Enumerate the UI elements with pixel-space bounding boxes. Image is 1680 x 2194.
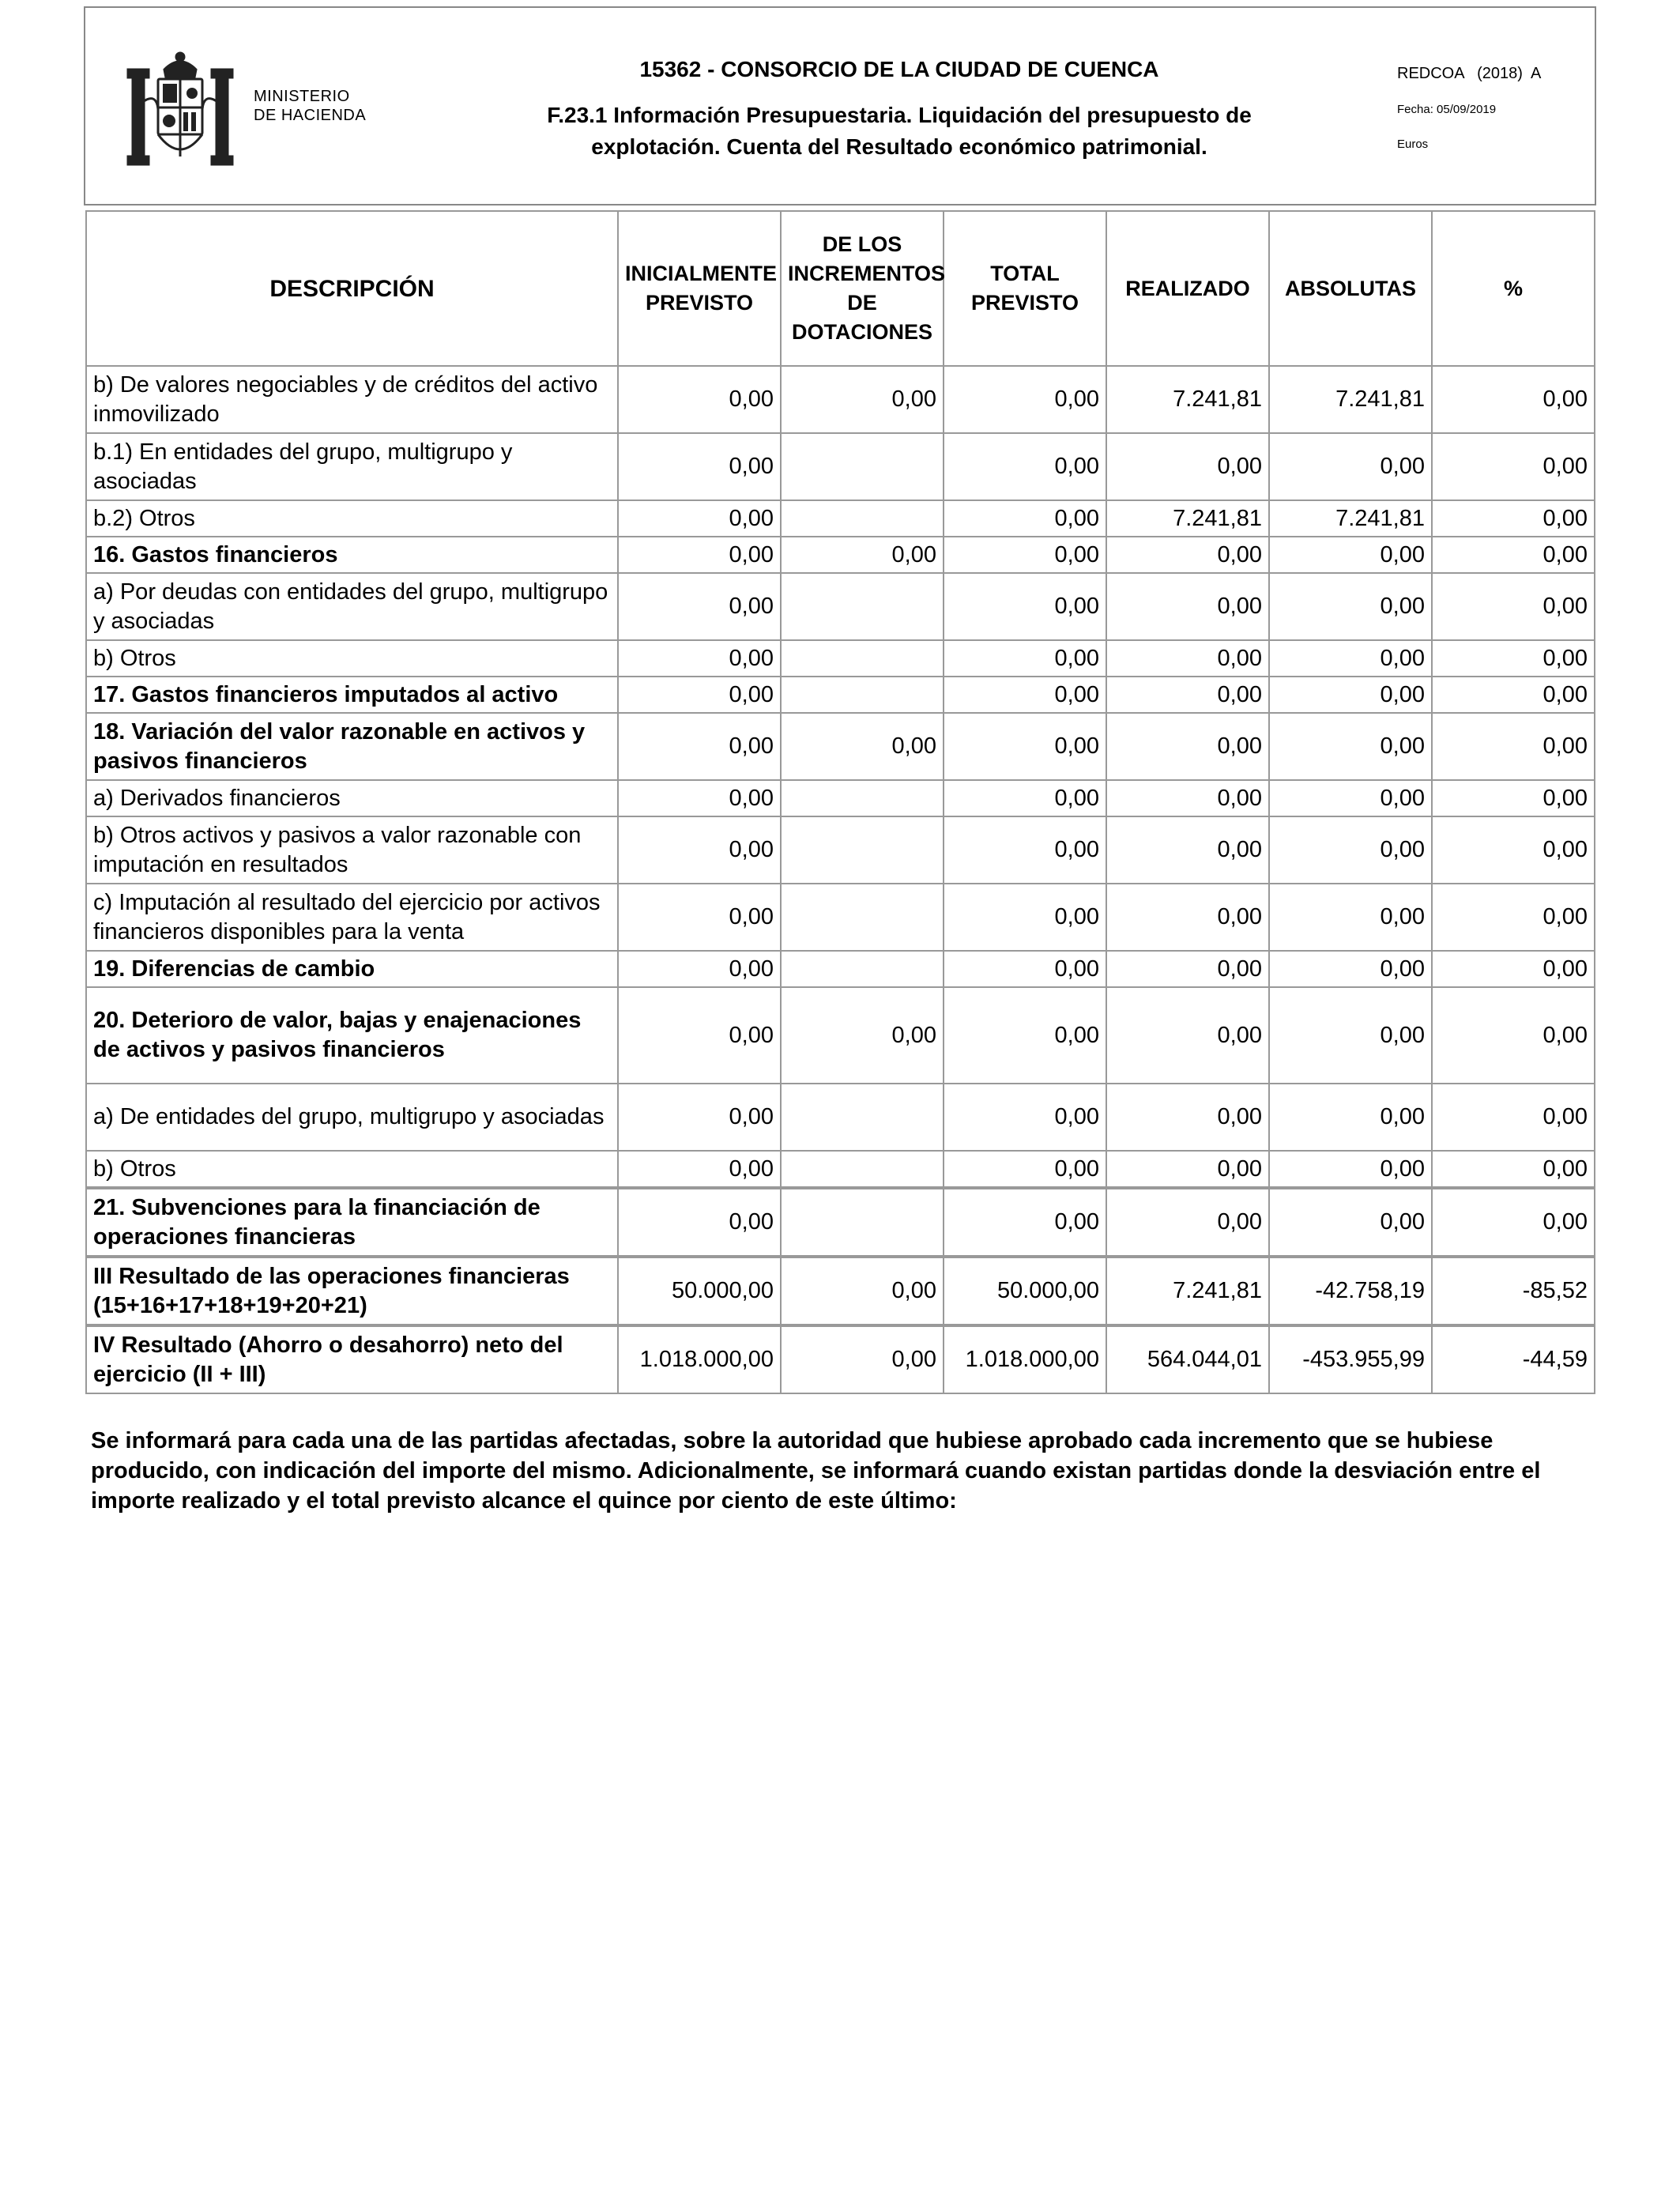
row-label: b.2) Otros bbox=[86, 500, 618, 537]
value-cell: 0,00 bbox=[1432, 951, 1595, 987]
document-header bbox=[84, 6, 1596, 205]
column-header bbox=[86, 211, 618, 366]
value-cell bbox=[781, 500, 944, 537]
value-cell: 0,00 bbox=[618, 366, 781, 433]
column-header-line: INICIALMENTE bbox=[625, 262, 777, 285]
value-cell: 0,00 bbox=[781, 1325, 944, 1393]
value-cell: 0,00 bbox=[1432, 640, 1595, 677]
value-cell: 0,00 bbox=[618, 816, 781, 884]
value-cell: 0,00 bbox=[1432, 780, 1595, 816]
value-cell: 7.241,81 bbox=[1106, 1257, 1269, 1325]
row-label: 21. Subvenciones para la financiación de operaciones financieras bbox=[86, 1188, 618, 1257]
value-cell: 0,00 bbox=[618, 433, 781, 500]
row-label: IV Resultado (Ahorro o desahorro) neto del ejercicio (II + III) bbox=[86, 1325, 618, 1393]
value-cell bbox=[781, 433, 944, 500]
ministry-line-1: MINISTERIO bbox=[254, 88, 350, 105]
value-cell: 0,00 bbox=[618, 537, 781, 573]
currency-label: Euros bbox=[1397, 138, 1429, 151]
value-cell: 0,00 bbox=[1269, 433, 1432, 500]
value-cell: 0,00 bbox=[944, 951, 1106, 987]
value-cell: -44,59 bbox=[1432, 1325, 1595, 1393]
value-cell: 7.241,81 bbox=[1269, 366, 1432, 433]
column-header-line: REALIZADO bbox=[1125, 276, 1250, 300]
value-cell: 0,00 bbox=[944, 780, 1106, 816]
value-cell: 0,00 bbox=[781, 987, 944, 1084]
table-row bbox=[86, 433, 1595, 500]
value-cell: 1.018.000,00 bbox=[618, 1325, 781, 1393]
value-cell: 0,00 bbox=[618, 500, 781, 537]
value-cell bbox=[781, 573, 944, 640]
value-cell: 0,00 bbox=[944, 1151, 1106, 1188]
value-cell: 0,00 bbox=[1106, 1188, 1269, 1257]
value-cell: 0,00 bbox=[944, 366, 1106, 433]
value-cell: 0,00 bbox=[618, 951, 781, 987]
table-row bbox=[86, 500, 1595, 537]
value-cell: 0,00 bbox=[618, 677, 781, 713]
value-cell: 0,00 bbox=[1106, 1151, 1269, 1188]
value-cell: 0,00 bbox=[1269, 573, 1432, 640]
value-cell: 7.241,81 bbox=[1269, 500, 1432, 537]
value-cell: 0,00 bbox=[1106, 537, 1269, 573]
value-cell: 0,00 bbox=[618, 884, 781, 951]
column-header bbox=[781, 211, 944, 366]
table-row bbox=[86, 640, 1595, 677]
value-cell: 0,00 bbox=[1106, 951, 1269, 987]
table-row bbox=[86, 780, 1595, 816]
value-cell: 0,00 bbox=[781, 537, 944, 573]
table-row bbox=[86, 1325, 1595, 1393]
table-row bbox=[86, 713, 1595, 780]
table-row bbox=[86, 366, 1595, 433]
ministry-name bbox=[254, 87, 366, 125]
coat-of-arms-icon bbox=[125, 46, 235, 172]
column-header-line: % bbox=[1503, 276, 1523, 300]
value-cell: 0,00 bbox=[1269, 677, 1432, 713]
value-cell: 1.018.000,00 bbox=[944, 1325, 1106, 1393]
row-label: III Resultado de las operaciones financieras (15+16+17+18+19+20+21) bbox=[86, 1257, 618, 1325]
document-meta bbox=[1397, 65, 1542, 151]
value-cell: 0,00 bbox=[1432, 1188, 1595, 1257]
value-cell: 0,00 bbox=[1269, 1084, 1432, 1151]
value-cell: 50.000,00 bbox=[944, 1257, 1106, 1325]
value-cell: 0,00 bbox=[618, 573, 781, 640]
table-row bbox=[86, 884, 1595, 951]
column-header-line: TOTAL bbox=[990, 262, 1060, 285]
value-cell: 0,00 bbox=[1269, 1188, 1432, 1257]
value-cell: 0,00 bbox=[1432, 1084, 1595, 1151]
value-cell: 0,00 bbox=[618, 987, 781, 1084]
value-cell: 0,00 bbox=[944, 987, 1106, 1084]
value-cell: 0,00 bbox=[1269, 713, 1432, 780]
table-row bbox=[86, 537, 1595, 573]
row-label: b) Otros activos y pasivos a valor razonable con imputación en resultados bbox=[86, 816, 618, 884]
value-cell: 0,00 bbox=[944, 1188, 1106, 1257]
column-header-line: INCREMENTOS bbox=[788, 262, 946, 285]
value-cell: 0,00 bbox=[1269, 987, 1432, 1084]
value-cell: 0,00 bbox=[1269, 537, 1432, 573]
table-row bbox=[86, 677, 1595, 713]
column-header bbox=[618, 211, 781, 366]
value-cell: 0,00 bbox=[1269, 640, 1432, 677]
row-label: 17. Gastos financieros imputados al activo bbox=[86, 677, 618, 713]
value-cell: 0,00 bbox=[944, 640, 1106, 677]
footnote: Se informará para cada una de las partidas afectadas, sobre la autoridad que hubiese aprobado cada incremento que se hubiese producido, con indicación del importe del mismo. Adicionalmente, se informará cuando existan partidas donde la desviación entre el importe realizado y el total previsto alcance el quince por ciento de este último: bbox=[91, 1428, 1541, 1514]
row-label: b) Otros bbox=[86, 640, 618, 677]
value-cell: 0,00 bbox=[944, 1084, 1106, 1151]
value-cell: 0,00 bbox=[944, 500, 1106, 537]
table-row bbox=[86, 573, 1595, 640]
column-header-line: DE LOS bbox=[822, 232, 902, 256]
value-cell: 0,00 bbox=[944, 433, 1106, 500]
report-date: Fecha: 05/09/2019 bbox=[1397, 103, 1497, 116]
value-cell: 7.241,81 bbox=[1106, 366, 1269, 433]
value-cell: 0,00 bbox=[1432, 677, 1595, 713]
value-cell: -453.955,99 bbox=[1269, 1325, 1432, 1393]
value-cell: 0,00 bbox=[1432, 433, 1595, 500]
value-cell: 0,00 bbox=[1432, 987, 1595, 1084]
value-cell: 0,00 bbox=[1106, 1084, 1269, 1151]
value-cell: 0,00 bbox=[1106, 433, 1269, 500]
form-title-line-1: F.23.1 Información Presupuestaria. Liquidación del presupuesto de bbox=[547, 103, 1252, 127]
value-cell bbox=[781, 1151, 944, 1188]
value-cell: 0,00 bbox=[1106, 677, 1269, 713]
value-cell: 0,00 bbox=[1106, 884, 1269, 951]
column-header-line: DOTACIONES bbox=[791, 320, 932, 344]
row-label: b) Otros bbox=[86, 1151, 618, 1188]
value-cell: 0,00 bbox=[1106, 780, 1269, 816]
value-cell: 0,00 bbox=[618, 640, 781, 677]
row-label: a) Derivados financieros bbox=[86, 780, 618, 816]
ministry-line-2: DE HACIENDA bbox=[254, 107, 367, 124]
row-label: b.1) En entidades del grupo, multigrupo y asociadas bbox=[86, 433, 618, 500]
row-label: 16. Gastos financieros bbox=[86, 537, 618, 573]
value-cell bbox=[781, 951, 944, 987]
value-cell bbox=[781, 780, 944, 816]
table-row bbox=[86, 816, 1595, 884]
value-cell: 0,00 bbox=[1432, 366, 1595, 433]
value-cell: 0,00 bbox=[944, 884, 1106, 951]
row-label: 19. Diferencias de cambio bbox=[86, 951, 618, 987]
value-cell bbox=[781, 677, 944, 713]
table-row bbox=[86, 1084, 1595, 1151]
value-cell: 0,00 bbox=[944, 677, 1106, 713]
value-cell: 0,00 bbox=[1269, 1151, 1432, 1188]
value-cell: 0,00 bbox=[1432, 816, 1595, 884]
value-cell bbox=[781, 1188, 944, 1257]
value-cell: 0,00 bbox=[1432, 573, 1595, 640]
report-code: REDCOA (2018) A bbox=[1397, 65, 1542, 82]
value-cell: 0,00 bbox=[1106, 987, 1269, 1084]
value-cell: 0,00 bbox=[618, 780, 781, 816]
value-cell: 0,00 bbox=[1432, 713, 1595, 780]
row-label: b) De valores negociables y de créditos del activo inmovilizado bbox=[86, 366, 618, 433]
value-cell: 0,00 bbox=[618, 1151, 781, 1188]
value-cell: 0,00 bbox=[1432, 1151, 1595, 1188]
value-cell: 7.241,81 bbox=[1106, 500, 1269, 537]
column-header-line: PREVISTO bbox=[970, 291, 1079, 315]
value-cell: -85,52 bbox=[1432, 1257, 1595, 1325]
form-title-line-2: explotación. Cuenta del Resultado económico patrimonial. bbox=[591, 134, 1207, 159]
value-cell: 0,00 bbox=[1106, 640, 1269, 677]
table-body bbox=[86, 366, 1595, 1393]
value-cell: 0,00 bbox=[1269, 816, 1432, 884]
value-cell: 0,00 bbox=[1432, 500, 1595, 537]
value-cell: 0,00 bbox=[1269, 951, 1432, 987]
value-cell: 0,00 bbox=[1106, 816, 1269, 884]
table-row bbox=[86, 951, 1595, 987]
column-header bbox=[944, 211, 1106, 366]
value-cell bbox=[781, 816, 944, 884]
value-cell: 0,00 bbox=[944, 713, 1106, 780]
row-label: a) De entidades del grupo, multigrupo y asociadas bbox=[86, 1084, 618, 1151]
budget-table bbox=[85, 210, 1595, 1394]
table-header-row bbox=[86, 211, 1595, 366]
column-header bbox=[1106, 211, 1269, 366]
value-cell: 564.044,01 bbox=[1106, 1325, 1269, 1393]
value-cell: 0,00 bbox=[781, 1257, 944, 1325]
column-header-line: DESCRIPCIÓN bbox=[269, 275, 435, 302]
table-row bbox=[86, 1151, 1595, 1188]
value-cell: 0,00 bbox=[944, 816, 1106, 884]
value-cell: 0,00 bbox=[944, 537, 1106, 573]
value-cell: 0,00 bbox=[618, 1084, 781, 1151]
row-label: 20. Deterioro de valor, bajas y enajenaciones de activos y pasivos financieros bbox=[86, 987, 618, 1084]
value-cell: 0,00 bbox=[1269, 780, 1432, 816]
column-header-line: ABSOLUTAS bbox=[1285, 276, 1416, 300]
value-cell bbox=[781, 640, 944, 677]
column-header bbox=[1432, 211, 1595, 366]
value-cell: -42.758,19 bbox=[1269, 1257, 1432, 1325]
value-cell: 0,00 bbox=[618, 713, 781, 780]
value-cell: 0,00 bbox=[781, 713, 944, 780]
table-row bbox=[86, 1188, 1595, 1257]
value-cell: 0,00 bbox=[1106, 713, 1269, 780]
value-cell: 0,00 bbox=[618, 1188, 781, 1257]
value-cell bbox=[781, 1084, 944, 1151]
column-header bbox=[1269, 211, 1432, 366]
entity-title: 15362 - CONSORCIO DE LA CIUDAD DE CUENCA bbox=[639, 57, 1159, 81]
value-cell bbox=[781, 884, 944, 951]
value-cell: 0,00 bbox=[1269, 884, 1432, 951]
row-label: 18. Variación del valor razonable en activos y pasivos financieros bbox=[86, 713, 618, 780]
value-cell: 0,00 bbox=[1432, 537, 1595, 573]
value-cell: 0,00 bbox=[1106, 573, 1269, 640]
table-row bbox=[86, 987, 1595, 1084]
column-header-line: DE bbox=[847, 291, 877, 315]
row-label: a) Por deudas con entidades del grupo, multigrupo y asociadas bbox=[86, 573, 618, 640]
row-label: c) Imputación al resultado del ejercicio por activos financieros disponibles para la venta bbox=[86, 884, 618, 951]
column-header-line: PREVISTO bbox=[645, 291, 754, 315]
form-title bbox=[528, 100, 1271, 163]
table-row bbox=[86, 1257, 1595, 1325]
value-cell: 50.000,00 bbox=[618, 1257, 781, 1325]
value-cell: 0,00 bbox=[944, 573, 1106, 640]
value-cell: 0,00 bbox=[1432, 884, 1595, 951]
value-cell: 0,00 bbox=[781, 366, 944, 433]
